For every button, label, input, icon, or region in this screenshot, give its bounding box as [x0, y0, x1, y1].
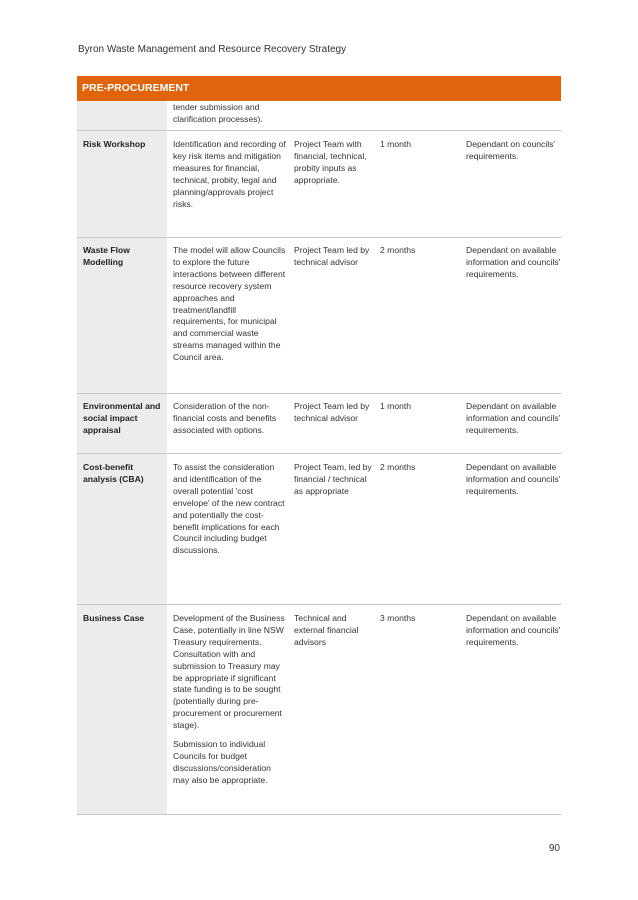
description-cell: tender submission and clarification processes).	[173, 102, 263, 124]
table-row	[77, 454, 561, 605]
timing-cell: 2 months	[380, 462, 416, 472]
activity-cell	[77, 101, 167, 130]
description-paragraph: Submission to individual Councils for budget discussions/consideration may also be appropriate.	[173, 739, 271, 785]
responsibility-cell: Project Team led by technical advisor	[294, 245, 370, 267]
document-header: Byron Waste Management and Resource Recovery Strategy	[78, 44, 347, 55]
description-cell: To assist the consideration and identification of the overall potential 'cost envelope' of the new contract and potentially the cost-benefit implications for each Council including budget discussions.	[173, 462, 285, 556]
description-paragraph: Development of the Business Case, potentially in line NSW Treasury requirements. Consultation with and submission to Treasury may be appropriate if significant state funding is to be sought (potentially during pre-procurement or procurement stage).	[173, 613, 285, 731]
responsibility-cell: Project Team led by technical advisor	[294, 401, 370, 423]
cost-cell: Dependant on available information and councils' requirements.	[466, 245, 561, 279]
responsibility-cell: Project Team, led by financial / technical as appropriate	[294, 462, 372, 496]
timing-cell: 1 month	[380, 139, 412, 149]
table-row-continuation	[77, 101, 561, 131]
responsibility-cell: Technical and external financial advisors	[294, 613, 359, 647]
table-row	[77, 131, 561, 238]
timing-cell: 1 month	[380, 401, 412, 411]
table-row	[77, 394, 561, 454]
activity-cell: Risk Workshop	[77, 131, 167, 237]
section-header: PRE-PROCUREMENT	[77, 76, 561, 101]
page-number: 90	[548, 843, 560, 854]
description-cell: The model will allow Councils to explore the future interactions between different resource recovery system approaches and treatment/landfill requirements, for municipal and commercial waste streams managed within the Council area.	[173, 245, 286, 363]
cost-cell: Dependant on councils' requirements.	[466, 139, 556, 161]
activity-cell: Waste Flow Modelling	[77, 238, 167, 393]
activity-cell: Business Case	[77, 605, 167, 814]
procurement-table	[77, 76, 561, 815]
cost-cell: Dependant on available information and councils' requirements.	[466, 401, 561, 435]
table-row	[77, 238, 561, 394]
table-row	[77, 605, 561, 815]
description-cell	[167, 605, 289, 814]
description-cell: Consideration of the non-financial costs and benefits associated with options.	[173, 401, 277, 435]
responsibility-cell: Project Team with financial, technical, probity inputs as appropriate.	[294, 139, 367, 185]
description-cell: Identification and recording of key risk items and mitigation measures for financial, technical, probity, legal and planning/approvals project risks.	[173, 139, 286, 209]
activity-cell: Environmental and social impact appraisal	[77, 394, 167, 453]
timing-cell: 2 months	[380, 245, 416, 255]
activity-cell: Cost-benefit analysis (CBA)	[77, 454, 167, 604]
cost-cell: Dependant on available information and councils' requirements.	[466, 462, 561, 496]
timing-cell: 3 months	[380, 613, 416, 623]
cost-cell: Dependant on available information and councils' requirements.	[466, 613, 561, 647]
